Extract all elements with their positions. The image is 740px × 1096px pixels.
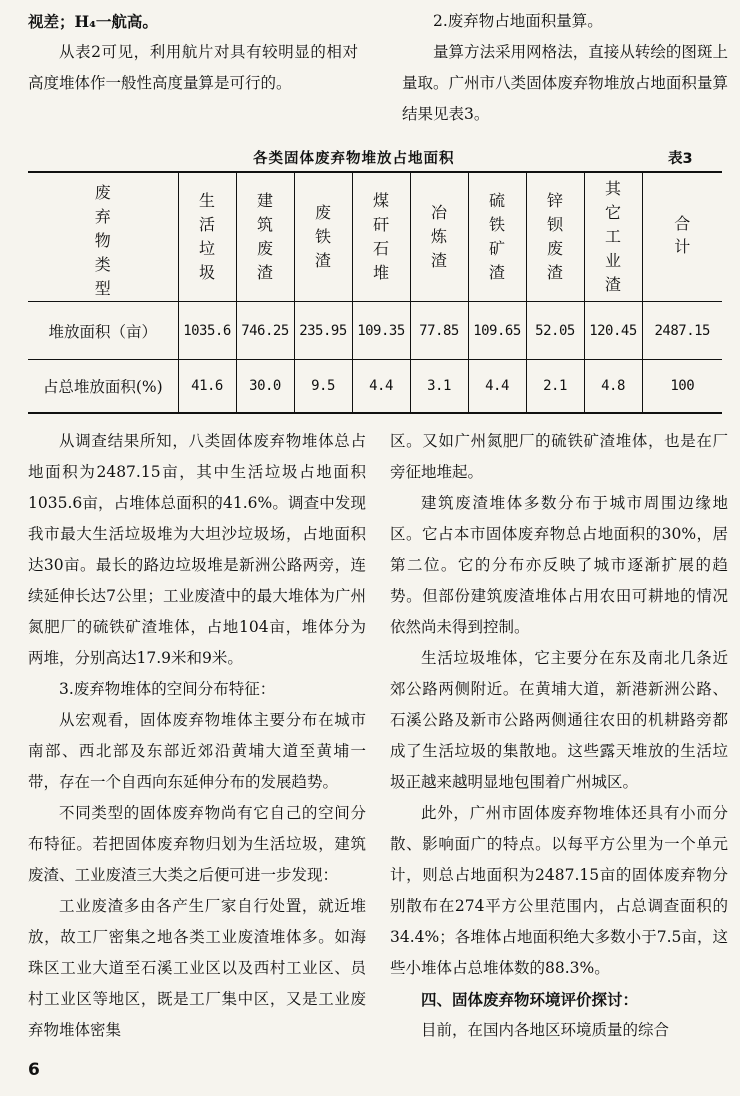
paragraph: 量算方法采用网格法，直接从转绘的图斑上量取。广州市八类固体废弃物堆放占地面积量算结果见表3。 <box>402 43 728 123</box>
paragraph: 生活垃圾堆体，它主要分在东及南北几条近郊公路两侧附近。在黄埔大道，新港新洲公路、石溪公路及新市公路两侧通往农田的机耕路旁都成了生活垃圾的集散地。这些露天堆放的生活垃圾正越来越明显地包围着广州城区。 <box>390 649 728 791</box>
table-cell: 41.6 <box>178 360 236 413</box>
paragraph: 建筑废渣堆体多数分布于城市周围边缘地区。它占本市固体废弃物总占地面积的30%，居第二位。它的分布亦反映了城市逐渐扩展的趋势。但部份建筑废渣堆体占用农田可耕地的情况依然尚未得到控制。 <box>390 494 728 636</box>
corner-header: 废 弃 物 类 型 <box>94 183 111 298</box>
table-caption <box>28 147 722 169</box>
table-cell: 2.1 <box>526 360 584 413</box>
row-label: 占总堆放面积(%) <box>42 377 163 396</box>
table-cell: 120.45 <box>584 302 642 360</box>
table-cell: 1035.6 <box>178 302 236 360</box>
table-cell: 4.8 <box>584 360 642 413</box>
waste-area-table <box>28 171 722 414</box>
column-header-total: 合 计 <box>642 172 722 302</box>
section-heading: 2.废弃物占地面积量算。 <box>433 12 603 30</box>
paragraph: 目前，在国内各地区环境质量的综合 <box>421 1021 670 1039</box>
column-header-pyrite-slag: 硫 铁 矿 渣 <box>468 172 526 302</box>
column-header-other-industrial-slag: 其 它 工 业 渣 <box>584 172 642 302</box>
table-cell: 746.25 <box>236 302 294 360</box>
table-row <box>28 302 722 360</box>
page-number: 6 <box>28 1060 40 1080</box>
table-cell: 235.95 <box>294 302 352 360</box>
paragraph: 不同类型的固体废弃物尚有它自己的空间分布特征。若把固体废弃物归划为生活垃圾，建筑废渣、工业废渣三大类之后便可进一步发现： <box>28 804 366 884</box>
bottom-right-column <box>390 426 728 1046</box>
column-header-iron-slag: 废 铁 渣 <box>294 172 352 302</box>
table-cell-total: 2487.15 <box>642 302 722 360</box>
column-header-domestic-waste: 生 活 垃 圾 <box>178 172 236 302</box>
row-label: 堆放面积（亩） <box>48 322 157 341</box>
section-heading: 四、固体废弃物环境评价探讨： <box>421 990 639 1009</box>
table-cell: 9.5 <box>294 360 352 413</box>
paragraph: 工业废渣多由各产生厂家自行处置，就近堆放，故工厂密集之地各类工业废渣堆体多。如海珠区工业大道至石溪工业区以及西村工业区、员村工业区等地区，既是工厂集中区，又是工业废弃物堆体密集 <box>28 897 366 1039</box>
bottom-left-column <box>28 426 366 1046</box>
table-cell: 52.05 <box>526 302 584 360</box>
table-title: 各类固体废弃物堆放占地面积 <box>253 151 455 167</box>
column-header-coal-gangue: 煤 矸 石 堆 <box>352 172 410 302</box>
paragraph: 从调查结果所知，八类固体废弃物堆体总占地面积为2487.15亩，其中生活垃圾占地面积1035.6亩，占堆体总面积的41.6%。调查中发现我市最大生活垃圾堆为大坦沙垃圾场，占地面积达30亩。最长的路边垃圾堆是新洲公路两旁，连续延伸长达7公里；工业废渣中的最大堆体为广州氮肥厂的硫铁矿渣堆体，占地104亩，堆体分为两堆，分别高达17.9米和9米。 <box>28 432 366 667</box>
paragraph: 区。又如广州氮肥厂的硫铁矿渣堆体，也是在厂旁征地堆起。 <box>390 432 728 481</box>
table-cell-total: 100 <box>642 360 722 413</box>
table-cell: 4.4 <box>468 360 526 413</box>
table-number: 表3 <box>668 151 693 167</box>
formula-note: 视差；H₄一航高。 <box>28 12 158 31</box>
top-right-column <box>402 6 728 130</box>
section-heading: 3.废弃物堆体的空间分布特征： <box>59 680 276 698</box>
table-cell: 77.85 <box>410 302 468 360</box>
table-cell: 3.1 <box>410 360 468 413</box>
column-header-construction-waste: 建 筑 废 渣 <box>236 172 294 302</box>
table-row <box>28 360 722 413</box>
table-cell: 4.4 <box>352 360 410 413</box>
table-cell: 109.35 <box>352 302 410 360</box>
table-cell: 109.65 <box>468 302 526 360</box>
table-header-row <box>28 172 722 302</box>
table-cell: 30.0 <box>236 360 294 413</box>
paragraph: 从表2可见，利用航片对具有较明显的相对高度堆体作一般性高度量算是可行的。 <box>28 43 358 92</box>
paragraph: 从宏观看，固体废弃物堆体主要分布在城市南部、西北部及东部近郊沿黄埔大道至黄埔一带，存在一个自西向东延伸分布的发展趋势。 <box>28 711 366 791</box>
paragraph: 此外，广州市固体废弃物堆体还具有小而分散、影响面广的特点。以每平方公里为一个单元计，则总占地面积为2487.15亩的固体废弃物分别散布在274平方公里范围内，占总调查面积的34.4%；各堆体占地面积绝大多数小于7.5亩，这些小堆体占总堆体数的88.3%。 <box>390 804 728 977</box>
column-header-zinc-barium-slag: 锌 钡 废 渣 <box>526 172 584 302</box>
column-header-smelting-slag: 冶 炼 渣 <box>410 172 468 302</box>
top-left-column <box>28 6 358 99</box>
